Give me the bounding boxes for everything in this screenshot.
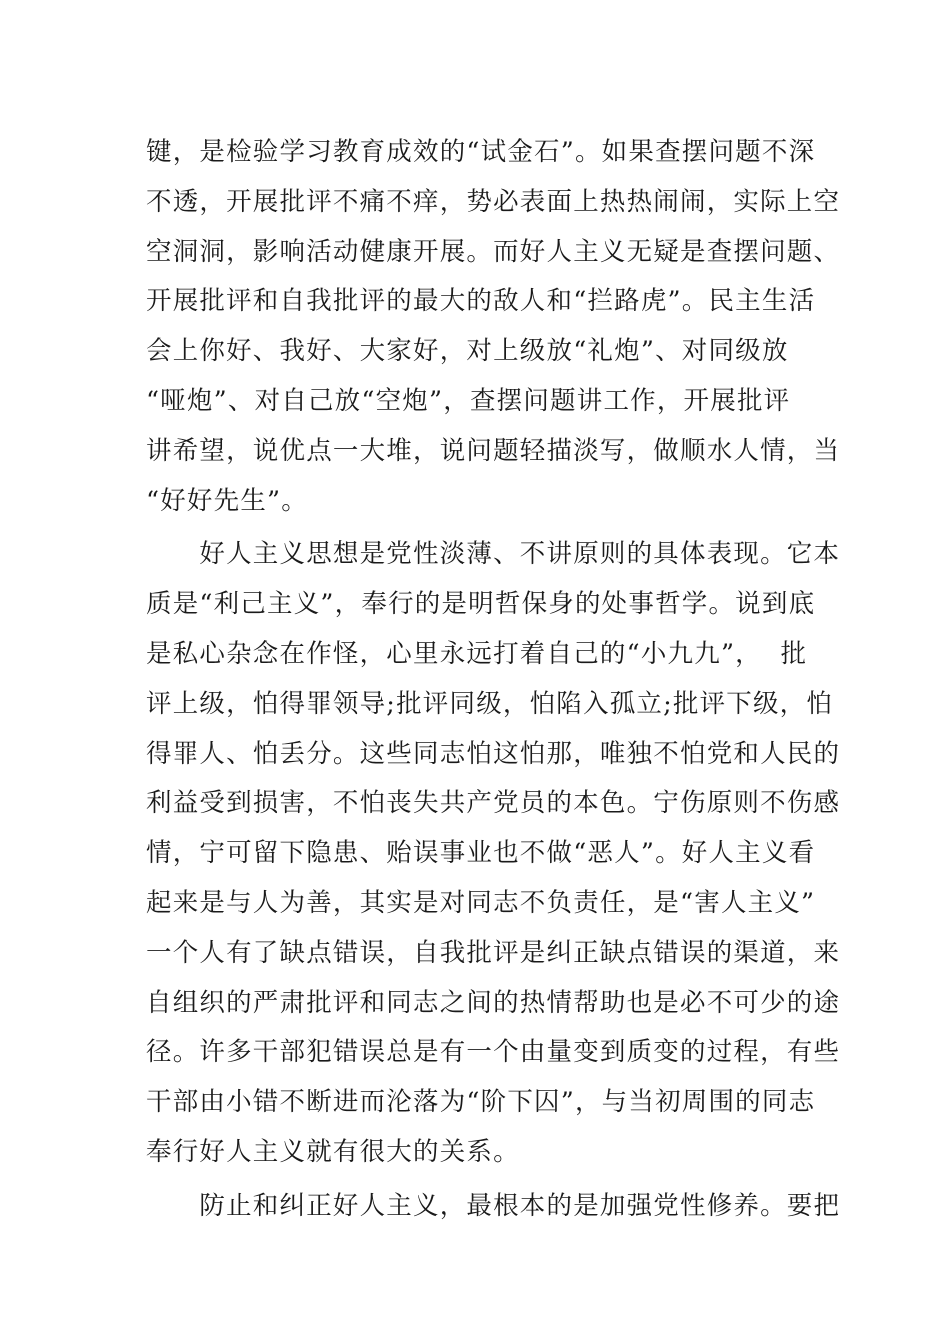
text-line: 讲希望，说优点一大堆，说问题轻描淡写，做顺水人情，当 bbox=[146, 435, 841, 466]
text-line: 不透，开展批评不痛不痒，势必表面上热热闹闹，实际上空 bbox=[146, 186, 841, 217]
text-line: 键，是检验学习教育成效的“试金石”。如果查摆问题不深 bbox=[146, 137, 816, 167]
text-line: 干部由小错不断进而沦落为“阶下囚”，与当初周围的同志 bbox=[146, 1087, 816, 1118]
text-line: 情，宁可留下隐患、贻误事业也不做“恶人”。好人主义看 bbox=[146, 838, 816, 869]
document-body bbox=[146, 128, 841, 1232]
text-line: 是私心杂念在作怪，心里永远打着自己的“小九九”， 批 bbox=[146, 638, 808, 669]
text-line: 利益受到损害，不怕丧失共产党员的本色。宁伤原则不伤感 bbox=[146, 788, 841, 819]
text-line: 好人主义思想是党性淡薄、不讲原则的具体表现。它本 bbox=[146, 539, 841, 570]
text-line: 径。许多干部犯错误总是有一个由量变到质变的过程，有些 bbox=[146, 1037, 841, 1068]
text-line: 得罪人、怕丢分。这些同志怕这怕那，唯独不怕党和人民的 bbox=[146, 738, 841, 769]
text-line: 一个人有了缺点错误，自我批评是纠正缺点错误的渠道，来 bbox=[146, 937, 841, 968]
text-line: 开展批评和自我批评的最大的敌人和“拦路虎”。民主生活 bbox=[146, 286, 816, 317]
text-line: “好好先生”。 bbox=[146, 485, 308, 516]
text-line: “哑炮”、对自己放“空炮”，查摆问题讲工作，开展批评 bbox=[146, 385, 791, 416]
text-line: 评上级，怕得罪领导;批评同级，怕陷入孤立;批评下级，怕 bbox=[146, 688, 834, 719]
text-line: 自组织的严肃批评和同志之间的热情帮助也是必不可少的途 bbox=[146, 987, 841, 1018]
text-line: 起来是与人为善，其实是对同志不负责任，是“害人主义” bbox=[146, 887, 816, 918]
text-line: 质是“利己主义”，奉行的是明哲保身的处事哲学。说到底 bbox=[146, 589, 816, 620]
text-line: 奉行好人主义就有很大的关系。 bbox=[146, 1136, 520, 1167]
text-line: 会上你好、我好、大家好，对上级放“礼炮”、对同级放 bbox=[146, 336, 789, 367]
paragraph-2 bbox=[146, 530, 841, 1177]
paragraph-3 bbox=[146, 1182, 841, 1232]
text-line: 空洞洞，影响活动健康开展。而好人主义无疑是查摆问题、 bbox=[146, 236, 841, 267]
text-line: 防止和纠正好人主义，最根本的是加强党性修养。要把 bbox=[146, 1190, 841, 1221]
paragraph-1 bbox=[146, 128, 841, 526]
